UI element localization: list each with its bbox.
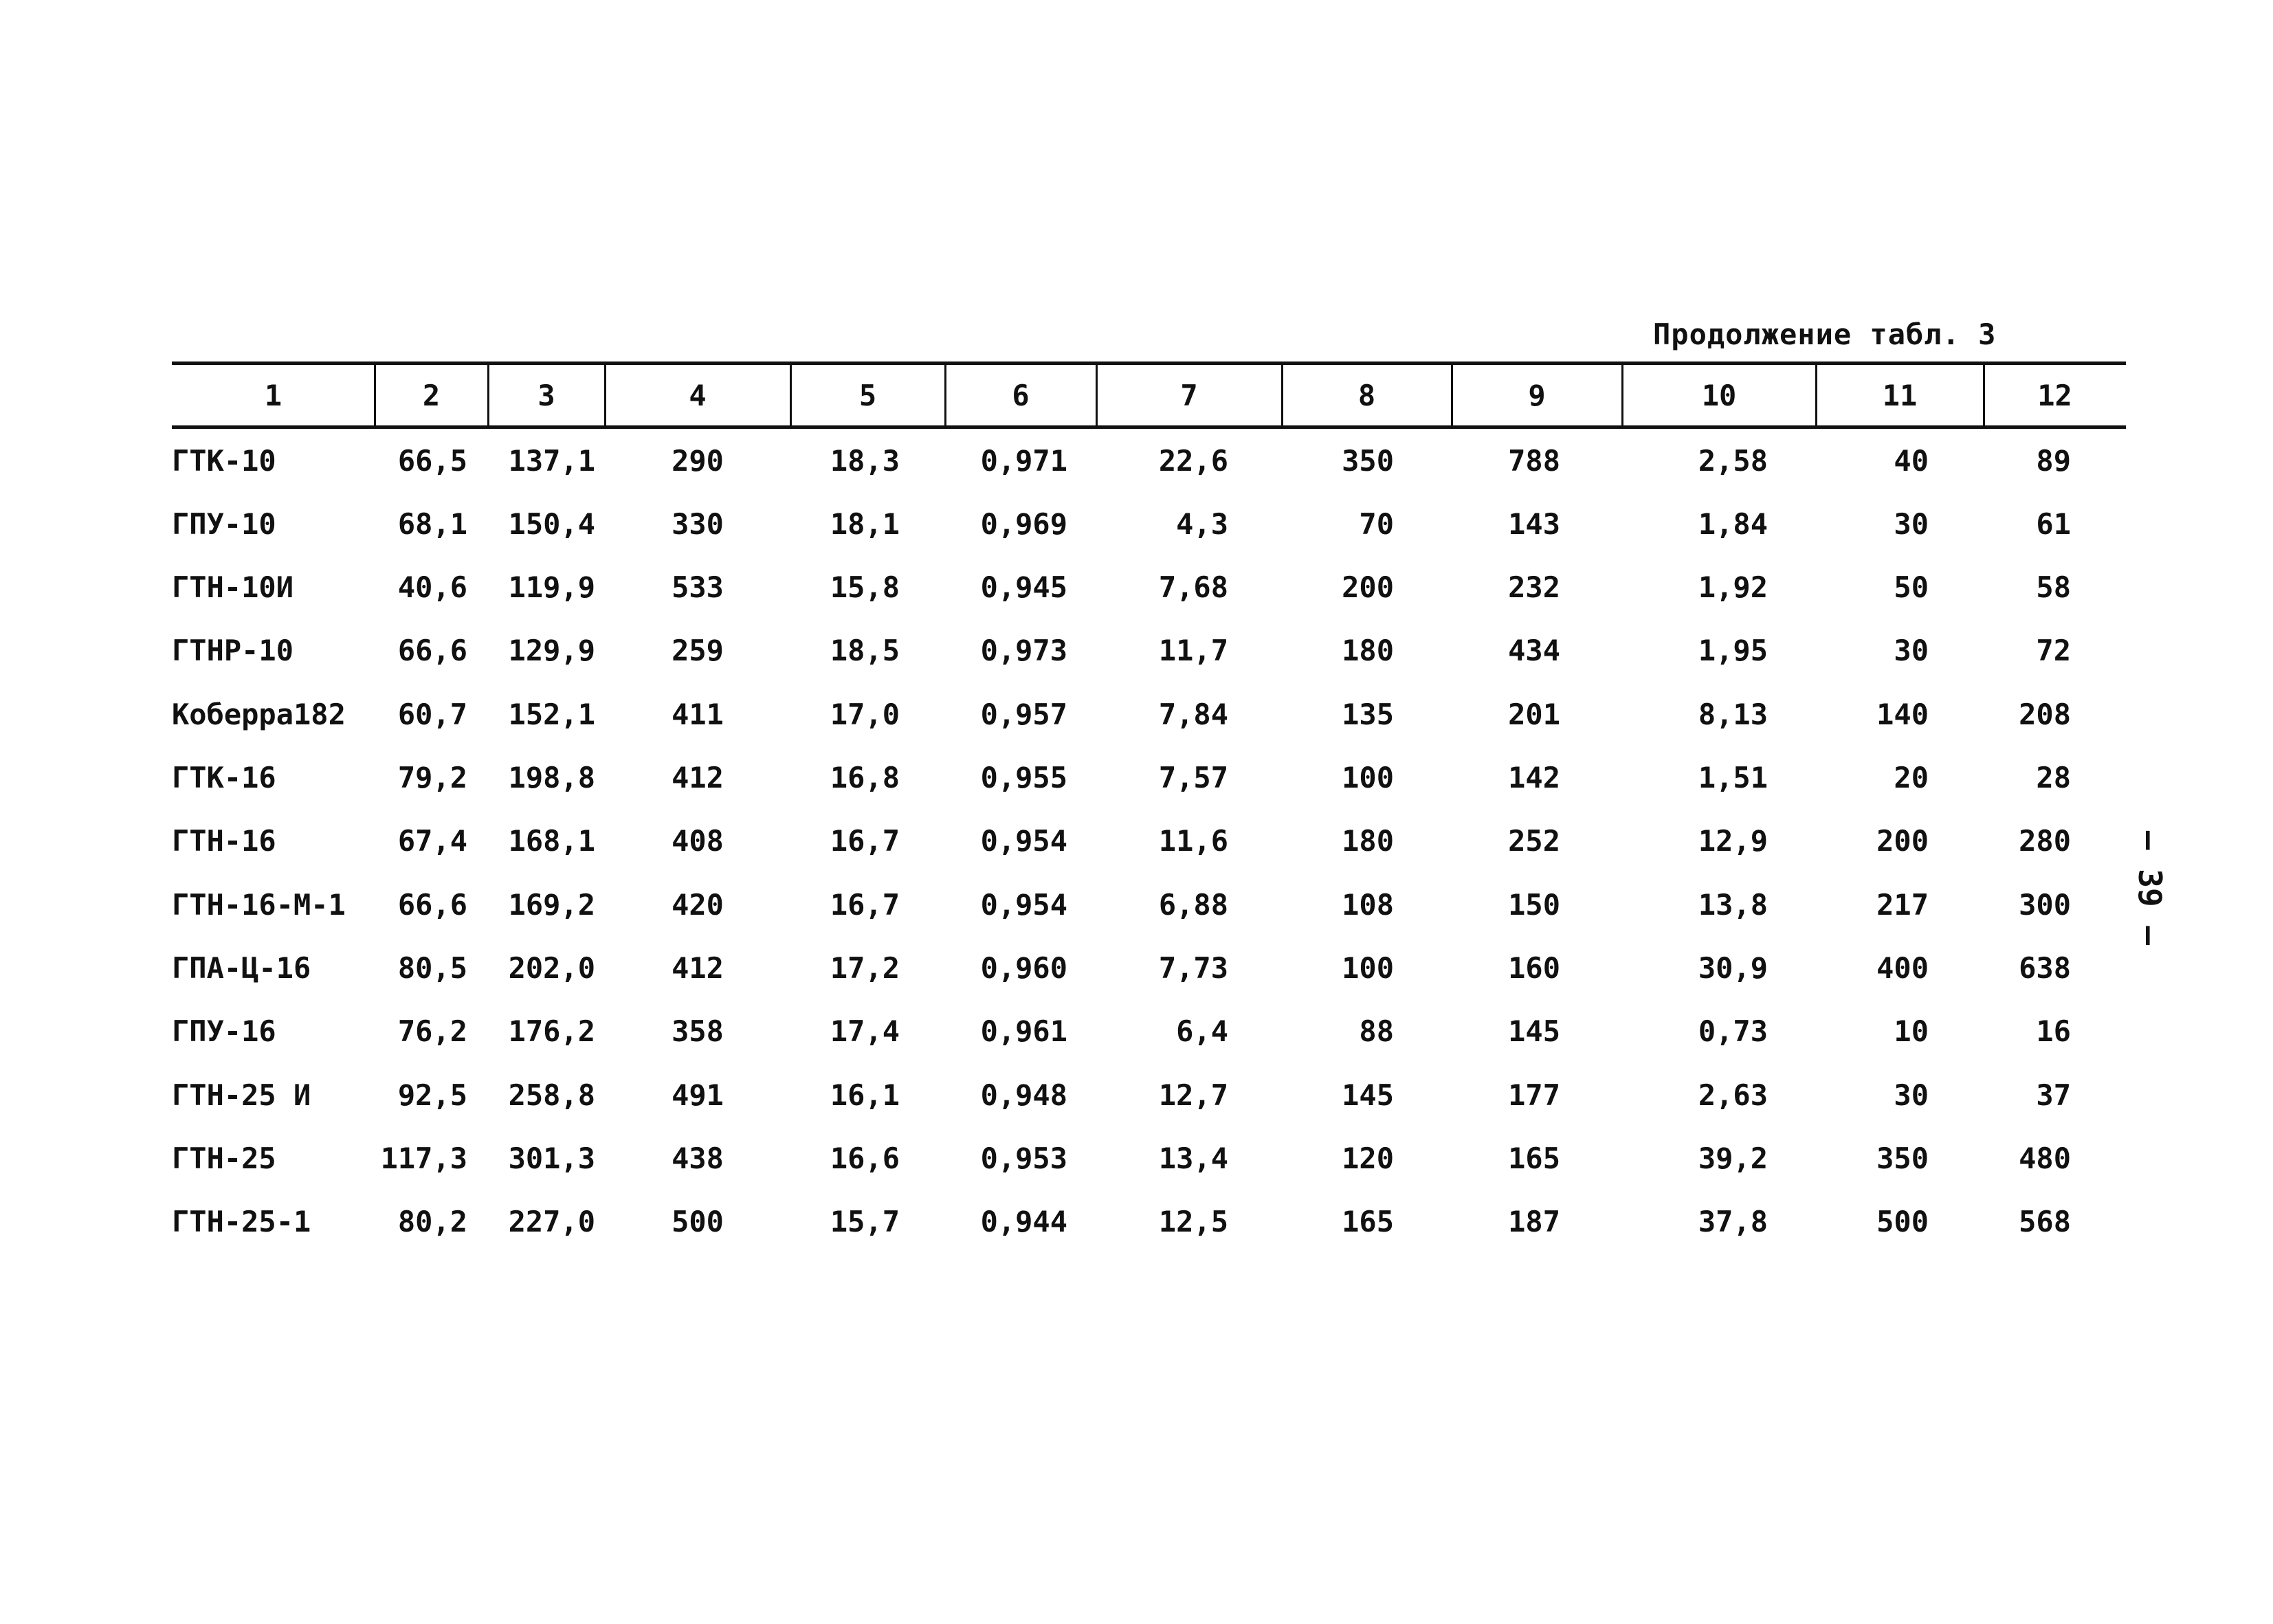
table-row: [172, 1063, 2126, 1126]
table-cell: 420: [672, 887, 724, 922]
table-cell: 40,6: [397, 570, 467, 605]
table-cell: 280: [2019, 824, 2071, 858]
table-cell: 0,945: [980, 570, 1067, 605]
unit-name-cell: ГТН-25: [172, 1141, 276, 1175]
table-cell: 217: [1876, 887, 1929, 922]
table-cell: 500: [1876, 1205, 1929, 1239]
column-header: 12: [2037, 378, 2072, 412]
table-cell: 18,3: [830, 443, 900, 478]
table-cell: 330: [672, 507, 724, 541]
table-cell: 142: [1508, 761, 1560, 794]
table-cell: 160: [1508, 950, 1560, 985]
table-cell: 0,955: [980, 761, 1067, 794]
table-cell: 12,7: [1158, 1078, 1228, 1112]
table-cell: 1,84: [1698, 507, 1768, 541]
table-cell: 79,2: [397, 761, 467, 794]
table-cell: 137,1: [508, 443, 595, 478]
table-cell: 18,5: [830, 634, 900, 668]
table-cell: 13,4: [1158, 1141, 1228, 1175]
table-row: [172, 1000, 2126, 1063]
table-cell: 0,954: [980, 887, 1067, 922]
table-cell: 16: [2036, 1014, 2071, 1049]
table-cell: 169,2: [508, 887, 595, 922]
table-cell: 129,9: [508, 634, 595, 668]
unit-name-cell: ГТК-10: [172, 443, 276, 478]
table-cell: 100: [1342, 761, 1394, 794]
table-cell: 0,960: [980, 950, 1067, 985]
table-cell: 788: [1508, 443, 1560, 478]
table-cell: 68,1: [397, 507, 467, 541]
table-cell: 301,3: [508, 1141, 595, 1175]
column-header: 1: [264, 378, 282, 412]
table-cell: 7,57: [1158, 761, 1228, 794]
table-cell: 16,6: [830, 1141, 900, 1175]
table-cell: 358: [672, 1014, 724, 1049]
table-cell: 0,954: [980, 824, 1067, 858]
unit-name-cell: ГТК-16: [172, 761, 276, 794]
table-row: [172, 682, 2126, 746]
table-cell: 434: [1508, 634, 1560, 668]
header-divider: [790, 365, 792, 425]
header-divider: [487, 365, 489, 425]
table-cell: 0,953: [980, 1141, 1067, 1175]
column-header: 6: [1012, 378, 1030, 412]
table-cell: 208: [2019, 697, 2071, 731]
table-cell: 13,8: [1698, 887, 1768, 922]
table-caption: Продолжение табл. 3: [1653, 318, 1997, 351]
table-cell: 350: [1342, 443, 1394, 478]
table-cell: 145: [1342, 1078, 1394, 1112]
table-cell: 412: [672, 761, 724, 794]
table-cell: 145: [1508, 1014, 1560, 1049]
table-row: [172, 936, 2126, 999]
table-cell: 2,58: [1698, 443, 1768, 478]
table-cell: 300: [2019, 887, 2071, 922]
header-divider: [374, 365, 376, 425]
table-cell: 16,7: [830, 887, 900, 922]
table-cell: 0,971: [980, 443, 1067, 478]
unit-name-cell: ГТН-25 И: [172, 1078, 311, 1112]
table-cell: 150,4: [508, 507, 595, 541]
table-cell: 58: [2036, 570, 2071, 605]
table-cell: 0,969: [980, 507, 1067, 541]
table-cell: 17,0: [830, 697, 900, 731]
table-cell: 0,961: [980, 1014, 1067, 1049]
table-row: [172, 1126, 2126, 1190]
unit-name-cell: ГТН-16-М-1: [172, 887, 346, 922]
header-divider: [1621, 365, 1623, 425]
table-cell: 258,8: [508, 1078, 595, 1112]
table-cell: 61: [2036, 507, 2071, 541]
table-cell: 66,6: [397, 634, 467, 668]
header-divider: [604, 365, 606, 425]
table-cell: 177: [1508, 1078, 1560, 1112]
table-row: [172, 1190, 2126, 1254]
column-header: 11: [1882, 378, 1918, 412]
table-row: [172, 810, 2126, 873]
header-divider: [1983, 365, 1985, 425]
column-header: 7: [1180, 378, 1198, 412]
table-cell: 67,4: [397, 824, 467, 858]
column-header: 9: [1528, 378, 1546, 412]
table-cell: 30: [1894, 507, 1929, 541]
header-divider: [1281, 365, 1283, 425]
header-divider: [1451, 365, 1453, 425]
table-cell: 16,7: [830, 824, 900, 858]
header-divider: [944, 365, 946, 425]
table-cell: 120: [1342, 1141, 1394, 1175]
table-cell: 80,5: [397, 950, 467, 985]
table-cell: 92,5: [397, 1078, 467, 1112]
table-cell: 491: [672, 1078, 724, 1112]
table-header-row: [172, 365, 2126, 425]
table-cell: 290: [672, 443, 724, 478]
header-divider: [1096, 365, 1098, 425]
unit-name-cell: ГТН-16: [172, 824, 276, 858]
table-row: [172, 429, 2126, 492]
table-cell: 252: [1508, 824, 1560, 858]
table-cell: 7,68: [1158, 570, 1228, 605]
table-cell: 176,2: [508, 1014, 595, 1049]
table-cell: 66,6: [397, 887, 467, 922]
column-header: 5: [858, 378, 877, 412]
header-divider: [1815, 365, 1817, 425]
table-cell: 50: [1894, 570, 1929, 605]
table-cell: 12,5: [1158, 1205, 1228, 1239]
table-cell: 259: [672, 634, 724, 668]
table-cell: 30: [1894, 1078, 1929, 1112]
column-header: 2: [422, 378, 441, 412]
column-header: 3: [537, 378, 555, 412]
table-cell: 12,9: [1698, 824, 1768, 858]
table-cell: 411: [672, 697, 724, 731]
table-cell: 16,8: [830, 761, 900, 794]
column-header: 4: [689, 378, 707, 412]
table-cell: 10: [1894, 1014, 1929, 1049]
unit-name-cell: ГПУ-16: [172, 1014, 276, 1049]
table-cell: 4,3: [1176, 507, 1228, 541]
table-cell: 72: [2036, 634, 2071, 668]
unit-name-cell: ГПУ-10: [172, 507, 276, 541]
table-cell: 638: [2019, 950, 2071, 985]
table-row: [172, 619, 2126, 682]
table-row: [172, 556, 2126, 619]
table-cell: 200: [1876, 824, 1929, 858]
unit-name-cell: ГТН-10И: [172, 570, 294, 605]
table-cell: 227,0: [508, 1205, 595, 1239]
table-cell: 180: [1342, 634, 1394, 668]
column-header: 8: [1357, 378, 1376, 412]
table-cell: 17,4: [830, 1014, 900, 1049]
table-cell: 6,88: [1158, 887, 1228, 922]
table-cell: 8,13: [1698, 697, 1768, 731]
table-cell: 20: [1894, 761, 1929, 794]
table-cell: 0,944: [980, 1205, 1067, 1239]
table-cell: 200: [1342, 570, 1394, 605]
table-cell: 152,1: [508, 697, 595, 731]
table-cell: 60,7: [397, 697, 467, 731]
table-cell: 88: [1359, 1014, 1394, 1049]
unit-name-cell: ГПА-Ц-16: [172, 950, 311, 985]
table-cell: 180: [1342, 824, 1394, 858]
table-cell: 140: [1876, 697, 1929, 731]
table-cell: 350: [1876, 1141, 1929, 1175]
table-cell: 30,9: [1698, 950, 1768, 985]
table-cell: 108: [1342, 887, 1394, 922]
table-cell: 480: [2019, 1141, 2071, 1175]
table-cell: 7,73: [1158, 950, 1228, 985]
table-cell: 143: [1508, 507, 1560, 541]
table-cell: 1,51: [1698, 761, 1768, 794]
table-cell: 438: [672, 1141, 724, 1175]
table-cell: 76,2: [397, 1014, 467, 1049]
unit-name-cell: ГТН-25-1: [172, 1205, 311, 1239]
table-cell: 0,948: [980, 1078, 1067, 1112]
table-cell: 165: [1508, 1141, 1560, 1175]
unit-name-cell: Коберра182: [172, 697, 346, 731]
table-cell: 412: [672, 950, 724, 985]
table-cell: 0,973: [980, 634, 1067, 668]
table-cell: 100: [1342, 950, 1394, 985]
table-cell: 22,6: [1158, 443, 1228, 478]
table-cell: 70: [1359, 507, 1394, 541]
table-cell: 28: [2036, 761, 2071, 794]
table-cell: 2,63: [1698, 1078, 1768, 1112]
table-row: [172, 873, 2126, 936]
table-cell: 15,8: [830, 570, 900, 605]
table-cell: 568: [2019, 1205, 2071, 1239]
table-cell: 80,2: [397, 1205, 467, 1239]
table-cell: 165: [1342, 1205, 1394, 1239]
table-cell: 6,4: [1176, 1014, 1228, 1049]
table-cell: 0,73: [1698, 1014, 1768, 1049]
table-cell: 37: [2036, 1078, 2071, 1112]
table-cell: 0,957: [980, 697, 1067, 731]
table-cell: 119,9: [508, 570, 595, 605]
table-cell: 15,7: [830, 1205, 900, 1239]
table-row: [172, 492, 2126, 555]
table-cell: 198,8: [508, 761, 595, 794]
table-cell: 168,1: [508, 824, 595, 858]
table-cell: 202,0: [508, 950, 595, 985]
table-cell: 201: [1508, 697, 1560, 731]
table-cell: 89: [2036, 443, 2071, 478]
table-cell: 187: [1508, 1205, 1560, 1239]
table-cell: 408: [672, 824, 724, 858]
table-cell: 500: [672, 1205, 724, 1239]
table-cell: 40: [1894, 443, 1929, 478]
table-cell: 11,6: [1158, 824, 1228, 858]
unit-name-cell: ГТНР-10: [172, 634, 294, 668]
table-cell: 533: [672, 570, 724, 605]
table-cell: 1,95: [1698, 634, 1768, 668]
table-cell: 117,3: [380, 1141, 467, 1175]
table-cell: 30: [1894, 634, 1929, 668]
table-row: [172, 746, 2126, 810]
table-cell: 17,2: [830, 950, 900, 985]
table-cell: 400: [1876, 950, 1929, 985]
table-cell: 150: [1508, 887, 1560, 922]
table-cell: 18,1: [830, 507, 900, 541]
table-cell: 232: [1508, 570, 1560, 605]
table-cell: 7,84: [1158, 697, 1228, 731]
page-number: – 39 –: [2131, 830, 2169, 946]
table-cell: 39,2: [1698, 1141, 1768, 1175]
table-cell: 1,92: [1698, 570, 1768, 605]
table-cell: 135: [1342, 697, 1394, 731]
table-cell: 11,7: [1158, 634, 1228, 668]
table-cell: 16,1: [830, 1078, 900, 1112]
table-cell: 37,8: [1698, 1205, 1768, 1239]
table-cell: 66,5: [397, 443, 467, 478]
column-header: 10: [1701, 378, 1737, 412]
